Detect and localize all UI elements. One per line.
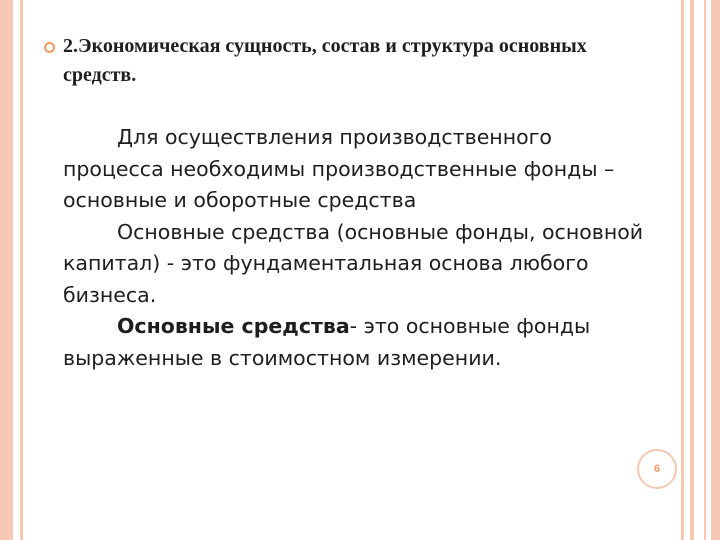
paragraph-3 [63,311,653,374]
slide-body [63,122,653,374]
right-border-line-2 [690,0,694,540]
paragraph-3-definition: - это основные фонды выраженные в стоимостном измерении. [63,314,591,370]
right-border-band [711,0,720,540]
left-border-line [20,0,23,540]
paragraph-1: Для осуществления производственного процесса необходимы производственные фонды – основные и оборотные средства [63,125,615,212]
paragraph-2: Основные средства (основные фонды, основной капитал) - это фундаментальная основа любого бизнеса. [63,219,644,307]
bullet-icon [44,42,55,53]
right-border-line-3 [704,0,706,540]
right-border-line-1 [681,0,684,540]
left-border-band [0,0,13,540]
paragraph-3-term: Основные средства [117,314,350,338]
page-number: 6 [653,463,661,475]
page-number-badge [637,449,677,489]
slide-heading: 2.Экономическая сущность, состав и структура основных средств. [63,35,587,86]
